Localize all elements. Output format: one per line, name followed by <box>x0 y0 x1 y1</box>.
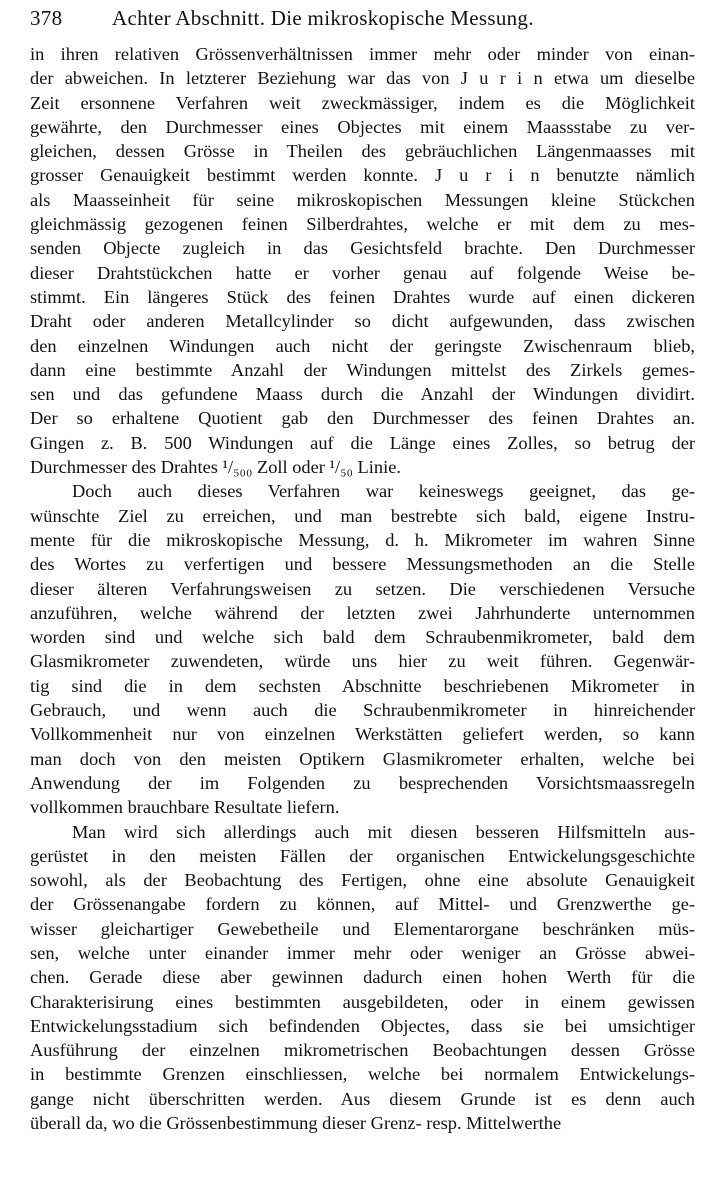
text-line: als Maasseinheit für seine mikroskopischen Messungen kleine Stückchen <box>30 189 695 210</box>
text-line: Gingen z. B. 500 Windungen auf die Länge eines Zolles, so betrug der <box>30 432 695 453</box>
text-line: sen, welche unter einander immer mehr oder weniger an Grösse abwei- <box>30 942 695 963</box>
text-line: anzuführen, welche während der letzten zwei Jahrhunderte unternommen <box>30 602 695 623</box>
text-line: gerüstet in den meisten Fällen der organischen Entwickelungsgeschichte <box>30 845 695 866</box>
text-line: Entwickelungsstadium sich befindenden Objectes, dass sie bei umsichtiger <box>30 1015 695 1036</box>
text-line: in ihren relativen Grössenverhältnissen immer mehr oder minder von einan- <box>30 44 695 64</box>
text-line: worden sind und welche sich bald dem Schraubenmikrometer, bald dem <box>30 627 695 648</box>
running-header <box>30 6 695 38</box>
text-line: man doch von den meisten Optikern Glasmikrometer erhalten, welche bei <box>30 748 695 769</box>
body-text <box>30 42 695 1135</box>
running-title: Achter Abschnitt. Die mikroskopische Messung. <box>112 6 534 30</box>
text-line: der Grössenangabe fordern zu können, auf Mittel- und Grenzwerthe ge- <box>30 894 695 915</box>
text-line: Doch auch dieses Verfahren war keineswegs geeignet, das ge- <box>72 481 695 502</box>
text-line: der abweichen. In letzterer Beziehung war das von J u r i n etwa um dieselbe <box>30 68 695 89</box>
text-line: Durchmesser des Drahtes ¹/₅₀₀ Zoll oder ¹/₅₀ Linie. <box>30 457 401 478</box>
text-line: gange nicht überschritten werden. Aus diesem Grunde ist es denn auch <box>30 1088 695 1109</box>
text-line: wisser gleichartiger Gewebetheile und Elementarorgane beschränken müs- <box>30 918 695 939</box>
text-line: grosser Genauigkeit bestimmt werden konnte. J u r i n benutzte nämlich <box>30 165 695 186</box>
text-line: Vollkommenheit nur von einzelnen Werkstätten geliefert werden, so kann <box>30 724 695 745</box>
text-line: wünschte Ziel zu erreichen, und man bestrebte sich bald, eigene Instru- <box>30 505 695 526</box>
text-line: des Wortes zu verfertigen und bessere Messungsmethoden an die Stelle <box>30 554 695 575</box>
page-number: 378 <box>30 6 63 30</box>
text-line: überall da, wo die Grössenbestimmung dieser Grenz- resp. Mittelwerthe <box>30 1113 562 1134</box>
text-line: Glasmikrometer zuwendeten, würde uns hier zu weit führen. Gegenwär- <box>30 651 695 672</box>
text-line: gewährte, den Durchmesser eines Objectes mit einem Maassstabe zu ver- <box>30 116 695 137</box>
text-line: Charakterisirung eines bestimmten ausgebildeten, oder in einem gewissen <box>30 991 695 1012</box>
text-line: Draht oder anderen Metallcylinder so dicht aufgewunden, dass zwischen <box>30 311 695 332</box>
text-line: Anwendung der im Folgenden zu besprechenden Vorsichtsmaassregeln <box>30 772 695 793</box>
text-line: in bestimmte Grenzen einschliessen, welche bei normalem Entwickelungs- <box>30 1064 695 1085</box>
text-line: mente für die mikroskopische Messung, d. h. Mikrometer im wahren Sinne <box>30 529 695 550</box>
text-line: senden Objecte zugleich in das Gesichtsfeld brachte. Den Durchmesser <box>30 238 695 259</box>
paragraph <box>30 42 695 479</box>
text-line: dieser Drahtstückchen hatte er vorher genau auf folgende Weise be- <box>30 262 695 283</box>
text-line: Der so erhaltene Quotient gab den Durchmesser des feinen Drahtes an. <box>30 408 695 429</box>
text-line: sowohl, als der Beobachtung des Fertigen, ohne eine absolute Genauigkeit <box>30 870 695 891</box>
paragraph <box>30 479 695 819</box>
text-line: vollkommen brauchbare Resultate liefern. <box>30 797 340 818</box>
text-line: stimmt. Ein längeres Stück des feinen Drahtes wurde auf einen dickeren <box>30 286 695 307</box>
text-line: dann eine bestimmte Anzahl der Windungen mittelst des Zirkels gemes- <box>30 359 695 380</box>
text-line: Ausführung der einzelnen mikrometrischen Beobachtungen dessen Grösse <box>30 1040 695 1061</box>
text-line: gleichmässig gezogenen feinen Silberdrahtes, welche er mit dem zu mes- <box>30 214 695 235</box>
text-line: Zeit ersonnene Verfahren weit zweckmässiger, indem es die Möglichkeit <box>30 92 695 113</box>
text-line: den einzelnen Windungen auch nicht der geringste Zwischenraum blieb, <box>30 335 695 356</box>
text-line: gleichen, dessen Grösse in Theilen des gebräuchlichen Längenmaasses mit <box>30 141 695 162</box>
text-line: dieser älteren Verfahrungsweisen zu setzen. Die verschiedenen Versuche <box>30 578 695 599</box>
paragraph <box>30 820 695 1136</box>
text-line: Man wird sich allerdings auch mit diesen besseren Hilfsmitteln aus- <box>72 821 695 842</box>
text-line: Gebrauch, und wenn auch die Schraubenmikrometer in hinreichender <box>30 700 695 721</box>
text-line: sen und das gefundene Maass durch die Anzahl der Windungen dividirt. <box>30 384 695 405</box>
text-line: tig sind die in dem sechsten Abschnitte beschriebenen Mikrometer in <box>30 675 695 696</box>
text-line: chen. Gerade diese aber gewinnen dadurch einen hohen Werth für die <box>30 967 695 988</box>
